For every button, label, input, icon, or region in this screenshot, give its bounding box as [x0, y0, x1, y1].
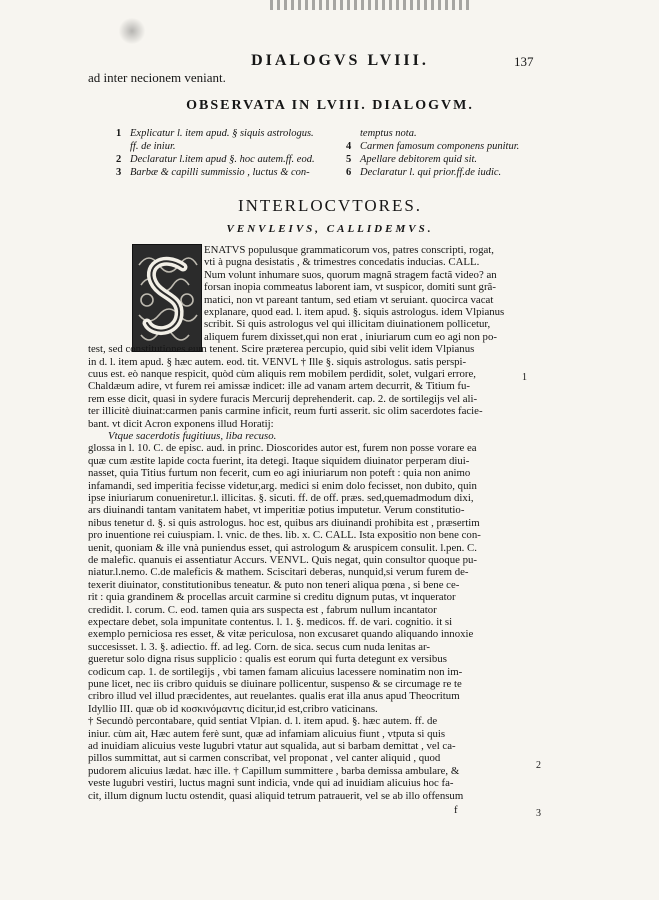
observata-text: Barbæ & capilli summissio , luctus & con- — [130, 167, 310, 178]
observata-text: Declaratur l.item apud §. hoc autem.ff. eod. — [130, 154, 315, 165]
body-line: Idyllio III. quæ ob id κοσκινόμαντις dicitur,id est,cribro vaticinans. — [88, 702, 378, 715]
ink-smudge — [118, 18, 146, 44]
body-line: test, sed constitutiones eum tenent. Scire præterea percupio, quid sibi velit idem Vlpianus — [88, 343, 475, 356]
observata-item — [116, 128, 314, 140]
body-line: forsan inopia commeatus laborent iam, vt suspicor, domiti sunt grã- — [204, 281, 496, 294]
body-line: cit, illum dignum luctu ostendit, quasi aliquid tetrum patrauerit, vel se ab illo offensum — [88, 789, 464, 802]
body-line: nasset, quia Titius furtum non fecerit, cum eo agi iniuriarum non poteft : quia non animo — [88, 467, 471, 480]
body-line: infamandi, sed imperitia fecisse videtur,arg. medici si enim dolo fecisset, non dubito, quin — [88, 479, 477, 492]
body-line: uenit, quoniam & ille vnà puniendus esset, qui astrologum & aruspicem consulit. l.pen. C. — [88, 541, 477, 554]
body-line: pudorem alicuius lædat. hæc ille. † Capillum summittere , barba demissa ambulare, & — [88, 764, 460, 777]
body-line: quæ cum æstite lapide cocta fuerint, ita detegi. Itaque siquidem diuinator perperam diui- — [88, 454, 470, 467]
observata-number: 2 — [116, 154, 122, 165]
personae-names: VENVLEIVS, CALLIDEMVS. — [226, 223, 434, 235]
observata-item — [346, 141, 519, 153]
body-line: ad inuidiam alicuius veste lugubri vtatur aut squalida, aut si barbam demittat , vel ca- — [88, 740, 456, 752]
body-line: ars diuinandi tantam vanitatem habet, vt imperitiæ potius imputetur. Verum constitutio- — [88, 504, 465, 517]
observata-item — [116, 167, 310, 179]
body-line: texerit diuinator, constitutionibus teneatur. & puto non teneri aliqua pœna , si bene ce- — [88, 578, 460, 591]
body-line: de malefic. quanuis ei assentiatur Accurs. VENVL. Quis negat, quin consultor quoque pu- — [88, 554, 477, 566]
margin-note-number: 1 — [522, 372, 527, 383]
observata-item — [116, 154, 315, 166]
body-line: matici, non vt pareant tantum, sed etiam vt seruiant. quocirca vacat — [204, 293, 494, 306]
page-number: 137 — [514, 54, 534, 69]
body-line: cuus est. eò nanque respicit, quòd cùm aliquis rem mobilem perdidit, solet, vulgari errore, — [88, 368, 476, 380]
body-line: in d. l. item apud. § hæc autem. eod. tit. VENVL † Ille §. siquis astrologus. satis perspi- — [88, 355, 467, 368]
body-line: expectare debet, sola impunitate contentus. l. 1. §. medicos. ff. de vari. cognitio. it si — [88, 616, 453, 628]
body-line: nibus tenetur d. §. si quis astrologus. hoc est, quibus ars diuinandi prohibita est , præsertim — [88, 516, 480, 529]
body-line: succesisset. l. 3. §. adiectio. ff. ad leg. Corn. de sica. secus cum nuda lenitas ar- — [88, 640, 430, 653]
body-line: rem esse dicit, quasi in sydere furacis Mercurij deprehenderit. cap. 2. de sortilegijs vel ali- — [88, 392, 478, 405]
body-line: ter illicitè diuinat:carmen panis carmine inficit, reum furti asserit. sic olim sacerdotes facie- — [88, 405, 483, 418]
body-line: bant. vt dicit Acron exponens illud Horatij: — [88, 417, 274, 430]
observata-number: 5 — [346, 154, 352, 165]
body-line: exemplo perniciosa res esset, & vitæ periculosa, non excusaret quando aliquando innoxie — [88, 628, 474, 641]
observata-item — [116, 141, 176, 153]
ornamental-initial-icon — [133, 245, 201, 351]
body-line: ipse iniuriarum conueniretur.l. illicitas. §. sicuti. ff. de off. præs. sed,quemadmodum dixi, — [88, 492, 474, 504]
observata-item — [346, 167, 501, 179]
observata-text: Carmen famosum componens punitur. — [360, 141, 520, 152]
running-head: DIALOGVS LVIII. — [251, 52, 429, 69]
body-line: ENATVS populusque grammaticorum vos, patres conscripti, rogat, — [204, 244, 494, 256]
body-line: vti à pugna desistatis , & trimestres concedatis inducias. CALL. — [204, 256, 480, 269]
body-line: veste lugubri vestiri, luctus magni sunt indicia, vnde qui ad inuidiam alicuius hoc fa- — [88, 777, 454, 790]
continuation-line: ad inter necionem veniant. — [88, 70, 226, 85]
observata-text: Explicatur l. item apud. § siquis astrologus. — [130, 128, 314, 139]
observata-item — [346, 128, 417, 140]
body-line: niatur.l.nemo. C.de maleficis & mathem. Sciscitari deberas, nunquid,si verum furem de- — [88, 566, 469, 579]
body-line: pune licet, nec iis cribro quiduis se diuinare pollicentur, suspenso & se circumage re te — [88, 678, 462, 690]
body-line: explanare, quod ead. l. item apud. §. siquis astrologus. idem Vlpianus — [204, 306, 505, 318]
body-line: Num volunt inhumare suos, quorum magnã stragem factã video? an — [204, 268, 497, 281]
observata-number: 4 — [346, 141, 352, 152]
body-line: pillos summittat, aut si carmen conscribat, vel proponat , vel canter aliquid , quod — [88, 752, 441, 765]
catchword: f — [454, 804, 458, 816]
body-line: gueretur solo digna risus supplicio : qualis est eorum qui furta detegunt ex versibus — [88, 653, 447, 666]
body-line: codicum cap. 1. de sortilegijs , vbi tamen famam alicuius lacessere nominatim non im- — [88, 665, 463, 678]
interlocutores-title: INTERLOCVTORES. — [237, 196, 423, 215]
observata-number: 6 — [346, 167, 352, 178]
decorated-initial-s — [132, 244, 202, 352]
body-line: scribit. Si quis astrologus vel qui illicitam diuinationem pollicetur, — [204, 318, 491, 331]
observata-text: ff. de iniur. — [130, 141, 176, 152]
section-title: OBSERVATA IN LVIII. DIALOGVM. — [186, 98, 474, 113]
body-line: cribro illud vel illud præcidentes, aut reuelantes. qualis erat illa anus apud Theocritum — [88, 690, 460, 703]
body-line: credidit. l. corum. C. eod. tamen quia ars suspecta est , fabrum nullum incantator — [88, 603, 437, 616]
body-line: glossa in l. 10. C. de episc. aud. in princ. Dioscorides autor est, furem non posse vorare ea — [88, 442, 477, 455]
observata-text: temptus nota. — [360, 128, 417, 139]
observata-number: 1 — [116, 128, 122, 139]
body-line: aliquem furem dixisset,qui non erat , iniuriarum cum eo agi non po- — [204, 330, 497, 343]
observata-item — [346, 154, 477, 166]
observata-number: 3 — [116, 167, 122, 178]
body-line: pro inuentione rei cuiuspiam. l. vnic. de thes. lib. x. C. CALL. Ista expositio non bene con- — [88, 529, 481, 542]
margin-note-number: 2 — [536, 760, 541, 771]
margin-note-number: 3 — [536, 808, 541, 819]
body-line: † Secundò percontabare, quid sentiat Vlpian. d. l. item apud. §. hæc autem. ff. de — [88, 715, 438, 728]
body-line: Vtque sacerdotis fugitiuus, liba recuso. — [108, 430, 277, 442]
observata-text: Apellare debitorem quid sit. — [360, 154, 478, 165]
observata-text: Declaratur l. qui prior.ff.de iudic. — [360, 167, 502, 178]
body-line: rit : quia grandinem & procellas arcuit carmine si creditu dignum putas, vt inquerator — [88, 591, 456, 604]
top-ornament — [270, 0, 470, 10]
body-line: iniur. cùm ait, Hæc autem ferè sunt, quæ ad infamiam alicuius fiunt , vtputa si quis — [88, 727, 446, 740]
body-line: Chaldæum adire, vt furem rei amissæ indicet: ille ad vanam artem decurrit, & Titium fu- — [88, 380, 471, 393]
